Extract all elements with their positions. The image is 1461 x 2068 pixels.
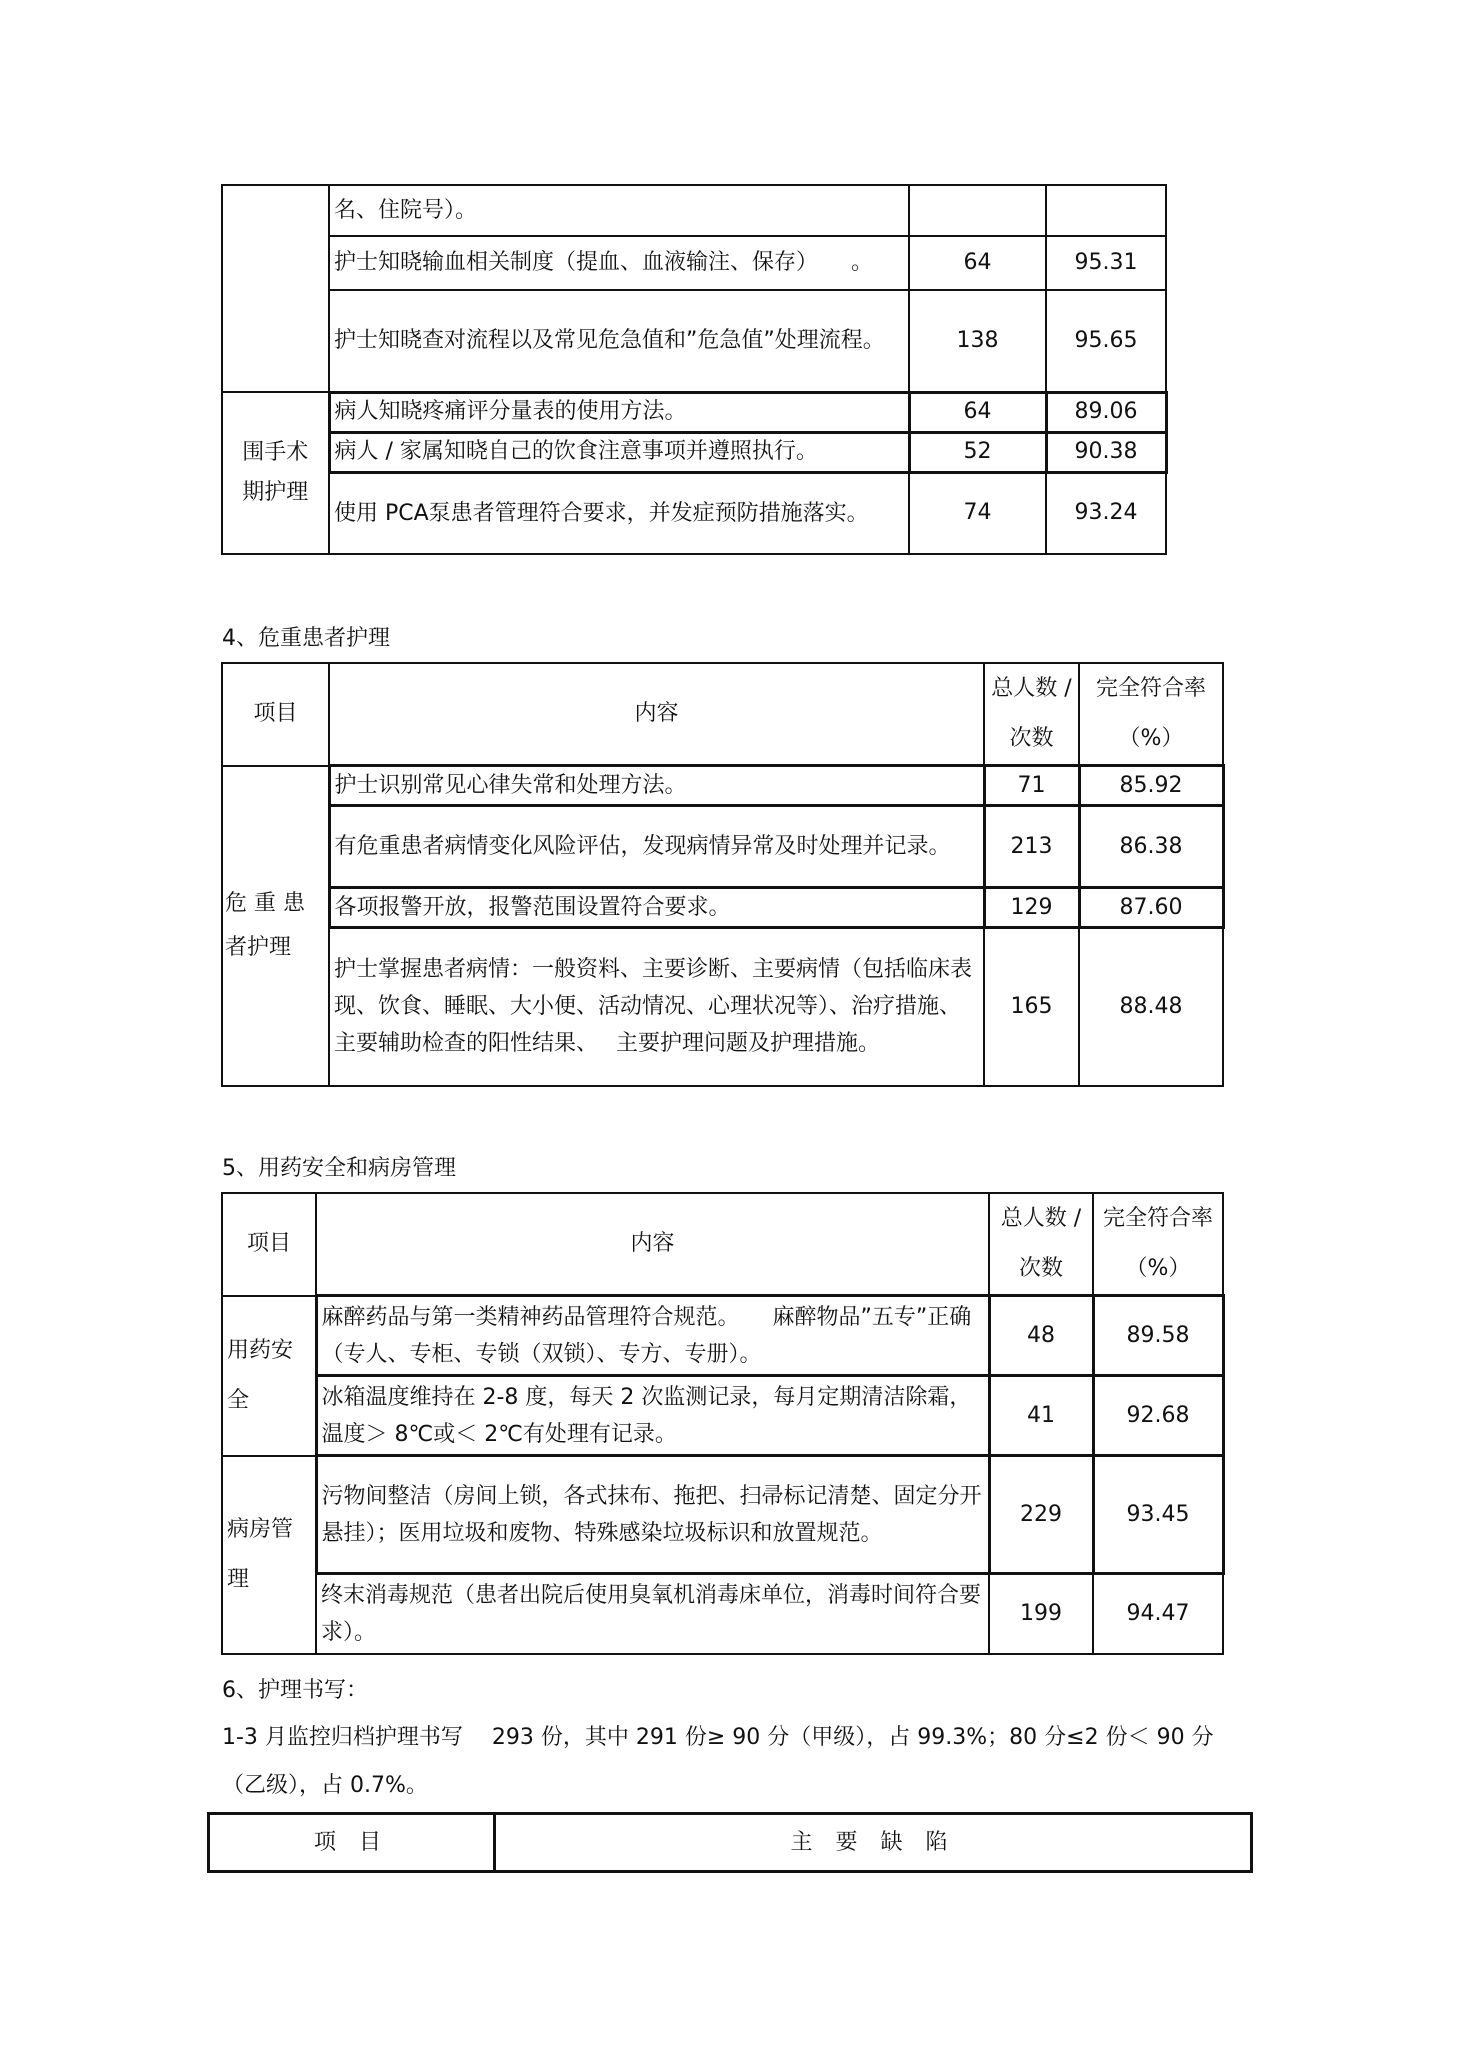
row-rate: 94.47 [1093,1574,1223,1654]
row-count: 52 [909,432,1046,472]
row-rate: 87.60 [1079,888,1223,928]
row-content: 护士掌握患者病情：一般资料、主要诊断、主要病情（包括临床表现、饮食、睡眠、大小便、活动情况、心理状况等）、治疗措施、 主要辅助检查的阳性结果、 主要护理问题及护理措施。 [329,928,984,1086]
records-summary: 1-3 月监控归档护理书写 293 份，其中 291 份≥ 90 分（甲级），占 99.3%；80 分≤2 份＜ 90 分（乙级），占 0.7%。 [222,1725,1214,1798]
header-content: 内容 [316,1193,989,1296]
row-count: 41 [989,1376,1093,1456]
perioperative-table [221,184,1168,555]
row-count [909,185,1046,236]
row-content: 名、住院号）。 [329,185,909,236]
row-content: 护士识别常见心律失常和处理方法。 [329,766,984,806]
row-rate: 89.58 [1093,1296,1223,1376]
group-label: 危 重 患 者护理 [222,766,329,1086]
header-item: 项目 [222,663,329,766]
row-content: 护士知晓输血相关制度（提血、血液输注、保存） 。 [329,236,909,290]
row-rate: 85.92 [1079,766,1223,806]
row-rate: 95.65 [1046,290,1166,392]
row-rate: 89.06 [1046,392,1166,432]
row-content: 护士知晓查对流程以及常见危急值和”危急值”处理流程。 [329,290,909,392]
row-rate: 92.68 [1093,1376,1223,1456]
header-item: 项 目 [209,1814,495,1872]
row-count: 48 [989,1296,1093,1376]
row-rate: 95.31 [1046,236,1166,290]
records-defect-table [207,1812,1253,1873]
group-label: 围手术期护理 [222,392,329,554]
section-title: 4、危重患者护理 [222,626,390,651]
row-content: 病人知晓疼痛评分量表的使用方法。 [329,392,909,432]
header-rate: 完全符合率（%） [1079,663,1223,766]
row-content: 有危重患者病情变化风险评估，发现病情异常及时处理并记录。 [329,806,984,888]
row-count: 165 [984,928,1079,1086]
header-defect: 主 要 缺 陷 [495,1814,1252,1872]
row-count: 213 [984,806,1079,888]
row-rate [1046,185,1166,236]
header-count: 总人数 / 次数 [984,663,1079,766]
row-content: 使用 PCA泵患者管理符合要求，并发症预防措施落实。 [329,472,909,554]
row-count: 71 [984,766,1079,806]
row-content: 终末消毒规范（患者出院后使用臭氧机消毒床单位，消毒时间符合要求）。 [316,1574,989,1654]
row-count: 74 [909,472,1046,554]
row-rate: 88.48 [1079,928,1223,1086]
section-title: 6、护理书写： [222,1678,368,1703]
row-count: 229 [989,1456,1093,1574]
row-content: 各项报警开放，报警范围设置符合要求。 [329,888,984,928]
row-content: 污物间整洁（房间上锁，各式抹布、拖把、扫帚标记清楚、固定分开悬挂）；医用垃圾和废物、特殊感染垃圾标识和放置规范。 [316,1456,989,1574]
row-count: 64 [909,236,1046,290]
critical-care-table [221,662,1225,1087]
header-item: 项目 [222,1193,316,1296]
row-count: 138 [909,290,1046,392]
row-rate: 86.38 [1079,806,1223,888]
row-count: 199 [989,1574,1093,1654]
row-count: 129 [984,888,1079,928]
row-rate: 90.38 [1046,432,1166,472]
row-rate: 93.45 [1093,1456,1223,1574]
medication-ward-table [221,1192,1225,1655]
row-content: 冰箱温度维持在 2-8 度，每天 2 次监测记录，每月定期清洁除霜，温度＞ 8℃或＜ 2℃有处理有记录。 [316,1376,989,1456]
section-title: 5、用药安全和病房管理 [222,1156,456,1181]
header-content: 内容 [329,663,984,766]
header-rate: 完全符合率（%） [1093,1193,1223,1296]
row-count: 64 [909,392,1046,432]
header-count: 总人数 / 次数 [989,1193,1093,1296]
row-rate: 93.24 [1046,472,1166,554]
group-label: 用药安全 [222,1296,316,1456]
row-content: 麻醉药品与第一类精神药品管理符合规范。 麻醉物品”五专”正确（专人、专柜、专锁（双锁）、专方、专册）。 [316,1296,989,1376]
row-content: 病人 / 家属知晓自己的饮食注意事项并遵照执行。 [329,432,909,472]
blank-group-cell [222,185,329,392]
group-label: 病房管理 [222,1456,316,1654]
